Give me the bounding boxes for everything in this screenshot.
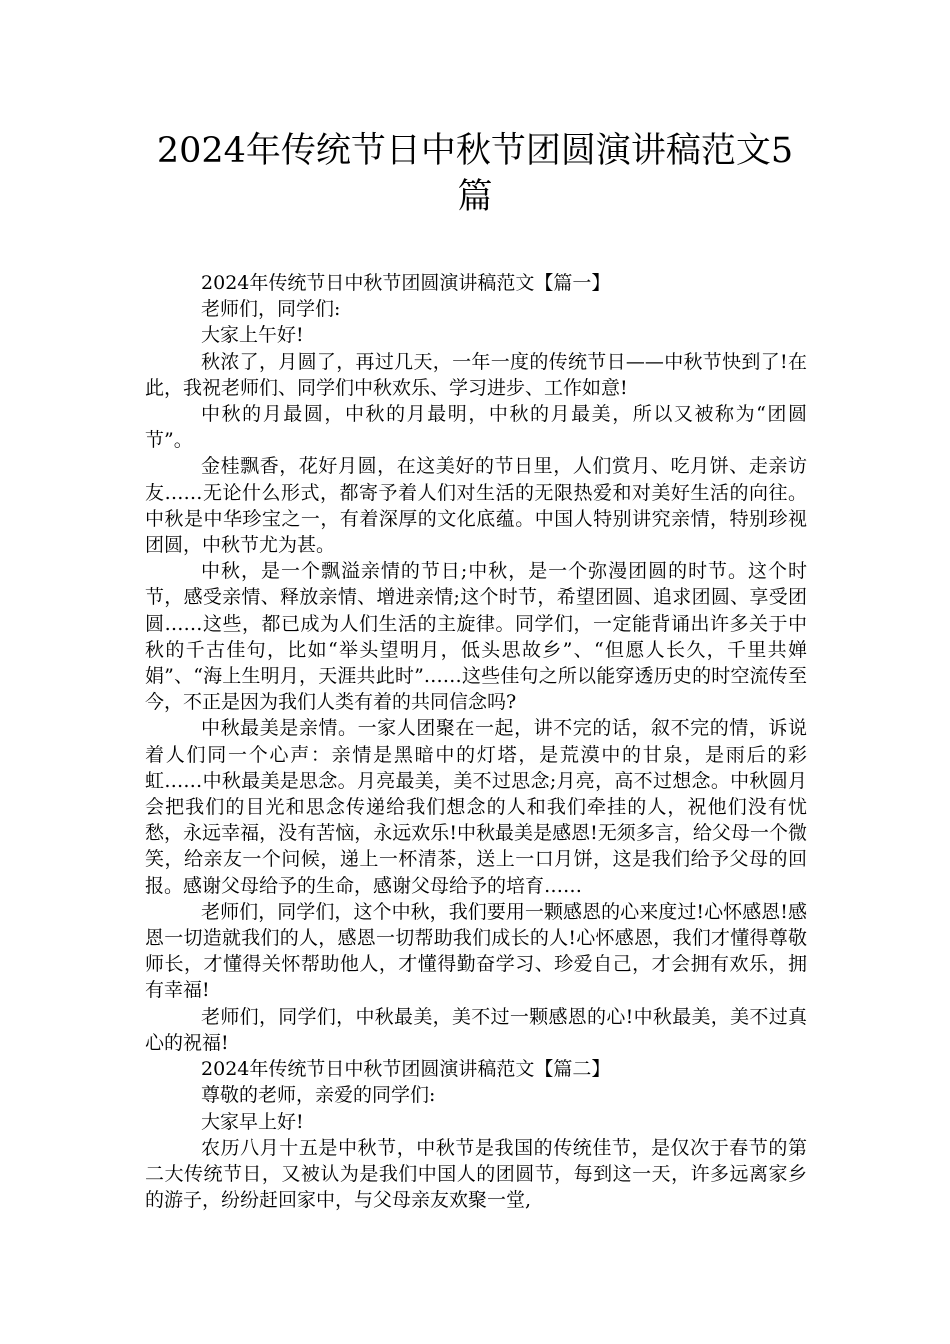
document-body [145,270,807,1213]
salutation-paragraph: 老师们，同学们: [201,298,341,321]
section-heading-2: 2024年传统节日中秋节团圆演讲稿范文【篇二】 [201,1058,611,1081]
body-paragraph: 中秋，是一个飘溢亲情的节日;中秋，是一个弥漫团圆的时节。这个时节，感受亲情、释放亲情、增进亲情;这个时节，希望团圆、追求团圆、享受团圆……这些，都已成为人们生活的主旋律。同学们，一定能背诵出许多关于中秋的千古佳句，比如“举头望明月，低头思故乡”、“但愿人长久，千里共婵娟”、“海上生明月，天涯共此时”……这些佳句之所以能穿透历史的时空流传至今，不正是因为我们人类有着的共同信念吗? [145,560,807,714]
greeting-paragraph: 大家早上好! [201,1110,304,1133]
body-paragraph: 中秋的月最圆，中秋的月最明，中秋的月最美，所以又被称为“团圆节”。 [145,403,807,452]
greeting-paragraph: 大家上午好! [201,324,304,347]
body-paragraph: 老师们，同学们，中秋最美，美不过一颗感恩的心!中秋最美，美不过真心的祝福! [145,1005,807,1054]
document-title: 2024年传统节日中秋节团圆演讲稿范文5篇 [156,131,794,217]
salutation-paragraph: 尊敬的老师，亲爱的同学们: [201,1084,436,1107]
body-paragraph: 老师们，同学们，这个中秋，我们要用一颗感恩的心来度过!心怀感恩!感恩一切造就我们的人，感恩一切帮助我们成长的人!心怀感恩，我们才懂得尊敬师长，才懂得关怀帮助他人，才懂得勤奋学习、珍爱自己，才会拥有欢乐，拥有幸福! [145,900,807,1002]
body-paragraph: 农历八月十五是中秋节，中秋节是我国的传统佳节，是仅次于春节的第二大传统节日，又被认为是我们中国人的团圆节，每到这一天，许多远离家乡的游子，纷纷赶回家中，与父母亲友欢聚一堂, [145,1136,807,1212]
section-heading-1: 2024年传统节日中秋节团圆演讲稿范文【篇一】 [201,272,611,294]
body-paragraph: 秋浓了，月圆了，再过几天，一年一度的传统节日——中秋节快到了!在此，我祝老师们、同学们中秋欢乐、学习进步、工作如意! [145,350,807,399]
body-paragraph: 金桂飘香，花好月圆，在这美好的节日里，人们赏月、吃月饼、走亲访友……无论什么形式，都寄予着人们对生活的无限热爱和对美好生活的向往。中秋是中华珍宝之一，有着深厚的文化底蕴。中国人特别讲究亲情，特别珍视团圆，中秋节尤为甚。 [145,455,807,557]
body-paragraph: 中秋最美是亲情。一家人团聚在一起，讲不完的话，叙不完的情，诉说着人们同一个心声：亲情是黑暗中的灯塔，是荒漠中的甘泉，是雨后的彩虹……中秋最美是思念。月亮最美，美不过思念;月亮，高不过想念。中秋圆月会把我们的目光和思念传递给我们想念的人和我们牵挂的人，祝他们没有忧愁，永远幸福，没有苦恼，永远欢乐!中秋最美是感恩!无须多言，给父母一个微笑，给亲友一个问候，递上一杯清茶，送上一口月饼，这是我们给予父母的回报。感谢父母给予的生命，感谢父母给予的培育…… [145,717,807,897]
